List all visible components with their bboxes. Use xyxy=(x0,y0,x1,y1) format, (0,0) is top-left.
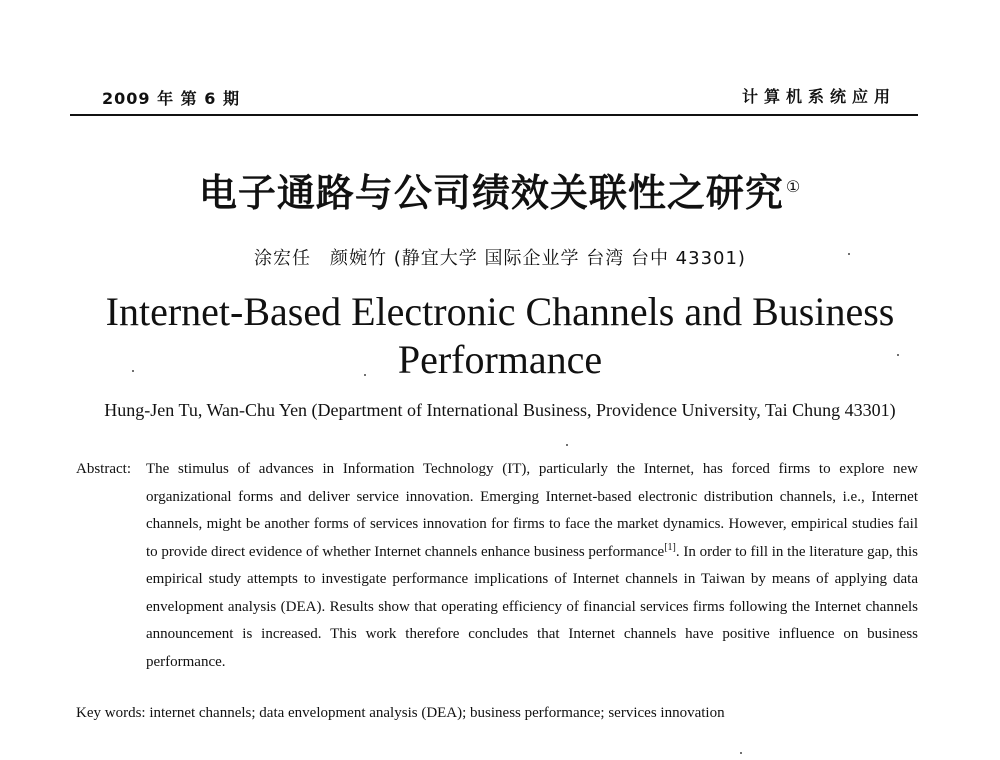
keywords-text: internet channels; data envelopment analysis (DEA); business performance; services innovation xyxy=(149,705,725,721)
chinese-title xyxy=(0,162,1000,217)
english-title-line-2: Performance xyxy=(397,337,603,382)
abstract-label: Abstract: xyxy=(76,461,131,477)
chinese-title-text: 电子通路与公司绩效关联性之研究 xyxy=(198,171,784,215)
scan-speck xyxy=(848,253,850,255)
keywords-label: Key words: xyxy=(76,705,146,721)
abstract-text-part-1: The stimulus of advances in Information Technology (IT), particularly the Internet, has forced firms to explore new organizational forms and deliver service innovation. Emerging Internet-based electronic distribution channels, i.e., Internet channels, might be another forms of services innovation for firms to face the market dynamics. However, empirical studies fail to provide direct evidence of whether Internet channels enhance business performance xyxy=(146,461,918,560)
journal-header xyxy=(70,84,918,112)
abstract-text-part-2: . In order to fill in the literature gap, this empirical study attempts to investigate performance implications of Internet channels in Taiwan by means of applying data envelopment analysis (DEA). Results show that operating efficiency of financial services firms following the Internet channels announcement is increased. This work therefore concludes that Internet channels have positive influence on business performance. xyxy=(146,543,919,670)
chinese-authors: 涂宏任 颜婉竹 (静宜大学 国际企业学 台湾 台中 43301) xyxy=(254,248,746,269)
english-title xyxy=(60,288,940,384)
citation-ref: [1] xyxy=(664,541,676,553)
abstract-body xyxy=(76,456,918,676)
abstract xyxy=(76,456,918,676)
scan-speck xyxy=(364,374,366,376)
scan-speck xyxy=(566,444,568,446)
english-title-line-1: Internet-Based Electronic Channels and Business xyxy=(105,289,895,334)
scan-speck xyxy=(897,354,899,356)
issue-label: 2009 年 第 6 期 xyxy=(102,89,240,108)
journal-name: 计算机系统应用 xyxy=(741,87,896,106)
scan-speck xyxy=(740,752,742,754)
scan-speck xyxy=(132,370,134,372)
title-footnote-mark: ① xyxy=(785,177,802,197)
header-divider xyxy=(70,114,918,116)
keywords xyxy=(76,705,926,722)
english-authors: Hung-Jen Tu, Wan-Chu Yen (Department of International Business, Providence University, Tai Chung 43301) xyxy=(104,400,896,420)
